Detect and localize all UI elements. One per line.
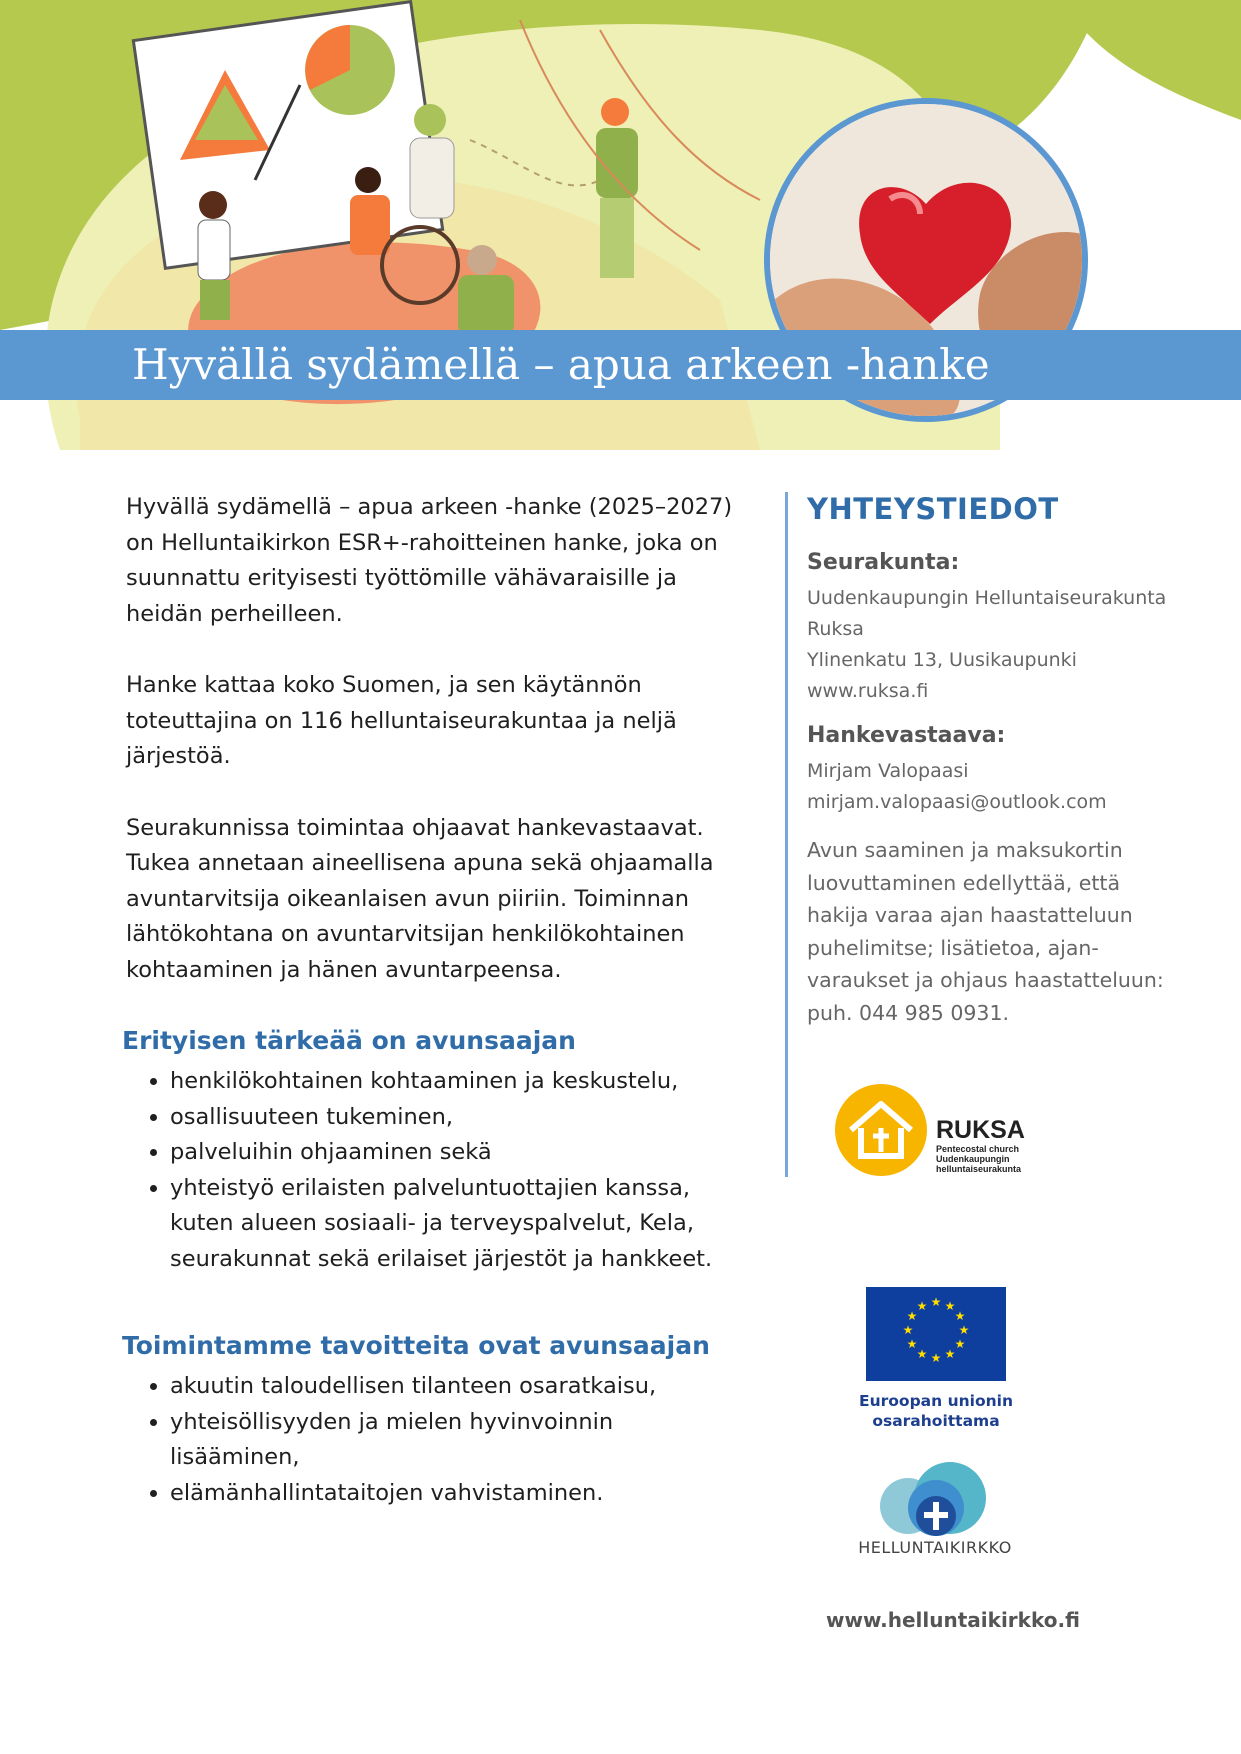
svg-text:★: ★ <box>954 1309 966 1323</box>
svg-text:★: ★ <box>944 1299 956 1313</box>
ruksa-name: RUKSA <box>936 1116 1025 1144</box>
svg-text:★: ★ <box>916 1347 928 1361</box>
svg-text:★: ★ <box>906 1309 918 1323</box>
eu-line-2: osarahoittama <box>872 1412 1000 1430</box>
contact-title: YHTEYSTIEDOT <box>807 492 1059 526</box>
list-item: • elämänhallintataitojen vahvistaminen. <box>170 1476 746 1512</box>
list-item: • yhteistyö erilaisten palveluntuottajien kanssa, kuten alueen sosiaali- ja terveyspalvelut, Kela, seurakunnat sekä erilaiset järjestöt ja hankkeet. <box>170 1171 746 1278</box>
important-heading: Erityisen tärkeää on avunsaajan <box>122 1026 576 1055</box>
svg-text:★: ★ <box>916 1299 928 1313</box>
congregation-name: Uudenkaupungin Helluntaiseurakunta <box>807 587 1167 609</box>
list-item: • henkilökohtainen kohtaaminen ja keskustelu, <box>170 1064 746 1100</box>
intro-paragraph-3: Seurakunnissa toimintaa ohjaavat hankevastaavat. Tukea annetaan aineellisena apuna sekä ohjaamalla avuntarvitsija oikeanlaisen avun piiriin. Toiminnan lähtökohtana on avuntarvitsijan henkilökohtainen kohtaaminen ja hänen avuntarpeensa. <box>126 814 714 983</box>
ruksa-sub2: Uudenkaupungin <box>936 1154 1010 1164</box>
svg-text:★: ★ <box>930 1351 942 1365</box>
eu-flag-icon <box>866 1287 1006 1381</box>
helluntaikirkko-name: HELLUNTAIKIRKKO <box>858 1538 1012 1557</box>
intro-paragraph-1: Hyvällä sydämellä – apua arkeen -hanke (2025–2027) on Helluntaikirkon ESR+-rahoitteinen hanke, joka on suunnattu erityisesti työttömille vähävaraisille ja heidän perheilleen. <box>126 494 733 627</box>
eu-funding-text <box>836 1391 1036 1431</box>
presentation-board-icon <box>133 2 442 269</box>
ruksa-logo <box>835 1082 1075 1186</box>
intro-paragraph-2: Hanke kattaa koko Suomen, ja sen käytännön toteuttajina on 116 helluntaiseurakuntaa ja neljä järjestöä. <box>126 672 677 769</box>
list-item: • palveluihin ohjaaminen sekä <box>170 1135 746 1171</box>
main-content <box>122 490 746 1563</box>
congregation-label: Seurakunta: <box>807 550 960 575</box>
svg-text:★: ★ <box>930 1295 942 1309</box>
list-item: • yhteisöllisyyden ja mielen hyvinvoinnin lisääminen, <box>170 1405 746 1476</box>
booking-note: Avun saaminen ja maksukortin luovuttaminen edellyttää, että hakija varaa ajan haastatteluun puhelimitse; lisätietoa, ajan-varaukset ja ohjaus haastatteluun: puh. 044 985 0931. <box>807 838 1164 1025</box>
contact-panel <box>807 492 1187 1029</box>
footer-website-link[interactable]: www.helluntaikirkko.fi <box>826 1608 1080 1632</box>
column-divider <box>785 492 788 1177</box>
list-item: • osallisuuteen tukeminen, <box>170 1100 746 1136</box>
svg-text:★: ★ <box>958 1323 970 1337</box>
svg-text:★: ★ <box>944 1347 956 1361</box>
svg-text:★: ★ <box>906 1337 918 1351</box>
helluntaikirkko-logo-icon <box>878 1460 996 1540</box>
page-title: Hyvällä sydämellä – apua arkeen -hanke <box>132 340 990 389</box>
eu-line-1: Euroopan unionin <box>859 1392 1013 1410</box>
svg-text:★: ★ <box>954 1337 966 1351</box>
important-list <box>126 1064 746 1277</box>
goals-heading: Toimintamme tavoitteita ovat avunsaajan <box>122 1331 710 1360</box>
congregation-website-link[interactable]: www.ruksa.fi <box>807 680 929 702</box>
manager-name: Mirjam Valopaasi <box>807 760 969 782</box>
congregation-address: Ylinenkatu 13, Uusikaupunki <box>807 649 1077 671</box>
ruksa-sub1: Pentecostal church <box>936 1144 1020 1154</box>
manager-label: Hankevastaava: <box>807 723 1006 748</box>
ruksa-sub3: helluntaiseurakunta <box>936 1164 1022 1174</box>
goals-list <box>126 1369 746 1511</box>
congregation-shortname: Ruksa <box>807 618 864 640</box>
list-item: • akuutin taloudellisen tilanteen osaratkaisu, <box>170 1369 746 1405</box>
manager-email-link[interactable]: mirjam.valopaasi@outlook.com <box>807 791 1107 813</box>
svg-text:★: ★ <box>902 1323 914 1337</box>
